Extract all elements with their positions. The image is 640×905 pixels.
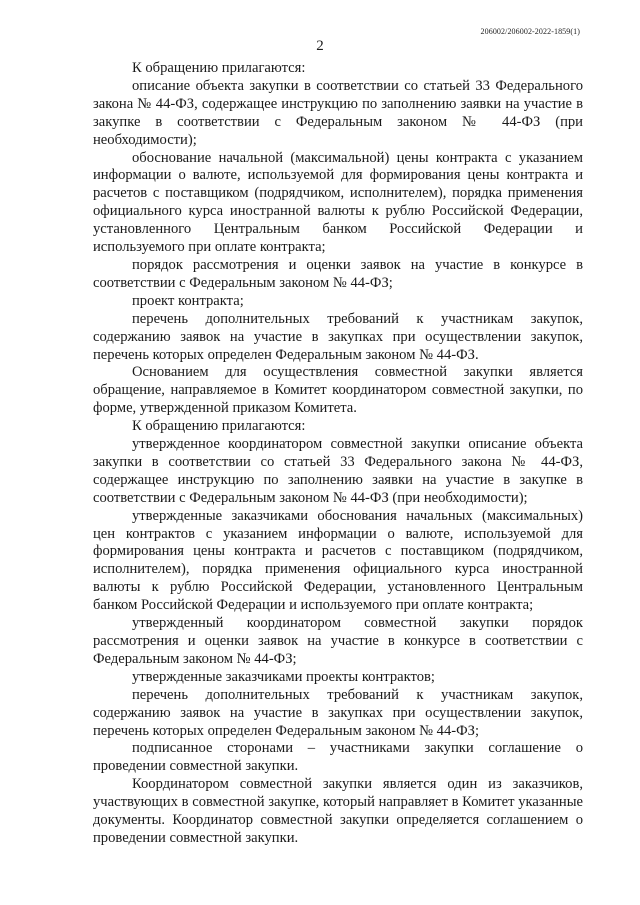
- paragraph: Координатором совместной закупки является один из заказчиков, участвующих в совместной закупке, который направляет в Комитет указанные документы. Координатор совместной закупки определяется соглашением о проведении совместной закупки.: [93, 776, 583, 846]
- paragraph: описание объекта закупки в соответствии со статьей 33 Федерального закона № 44-ФЗ, содержащее инструкцию по заполнению заявки на участие в закупке в соответствии с Федеральным законом № 44-ФЗ (при необходимости);: [93, 77, 583, 148]
- document-id: 206002/206002-2022-1859(1): [480, 27, 580, 36]
- paragraph: утвержденные заказчиками проекты контрактов;: [132, 668, 435, 685]
- paragraph: утвержденные заказчиками обоснования начальных (максимальных) цен контрактов с указанием информации о валюте, используемой для формирования цены контракта и расчетов с поставщиком (подрядчиком, исполнителем), порядка применения официального курса иностранной валюты к рублю Российской Федерации, установленного Центральным банком Российской Федерации и используемого при оплате контракта;: [93, 507, 583, 614]
- paragraph: Основанием для осуществления совместной закупки является обращение, направляемое в Комитет координатором совместной закупки, по форме, утвержденной приказом Комитета.: [93, 364, 583, 417]
- paragraph: перечень дополнительных требований к участникам закупок, содержанию заявок на участие в закупках при осуществлении закупок, перечень которых определен Федеральным законом № 44-ФЗ.: [93, 310, 583, 363]
- paragraph: К обращению прилагаются:: [132, 418, 306, 435]
- paragraph: обоснование начальной (максимальной) цены контракта с указанием информации о валюте, используемой для формирования цены контракта и расчетов с поставщиком (подрядчиком, исполнителем), порядка применения официального курса иностранной валюты к рублю Российской Федерации, установленного Центральным банком Российской Федерации и используемого при оплате контракта;: [93, 149, 583, 256]
- paragraph: порядок рассмотрения и оценки заявок на участие в конкурсе в соответствии с Федеральным законом № 44-ФЗ;: [93, 256, 583, 291]
- paragraph: подписанное сторонами – участниками закупки соглашение о проведении совместной закупки.: [93, 740, 583, 775]
- paragraph: К обращению прилагаются:: [132, 60, 306, 76]
- page-number: 2: [316, 38, 324, 54]
- paragraph: утвержденное координатором совместной закупки описание объекта закупки в соответствии со статьей 33 Федерального закона № 44-ФЗ, содержащее инструкцию по заполнению заявки на участие в закупке в соответствии с Федеральным законом № 44-ФЗ (при необходимости);: [93, 436, 583, 506]
- paragraph: проект контракта;: [132, 292, 244, 309]
- paragraph: утвержденный координатором совместной закупки порядок рассмотрения и оценки заявок на участие в конкурсе в соответствии с Федеральным законом № 44-ФЗ;: [93, 615, 583, 667]
- paragraph: перечень дополнительных требований к участникам закупок, содержанию заявок на участие в закупках при осуществлении закупок, перечень которых определен Федеральным законом № 44-ФЗ;: [93, 686, 583, 739]
- document-body: [93, 60, 583, 848]
